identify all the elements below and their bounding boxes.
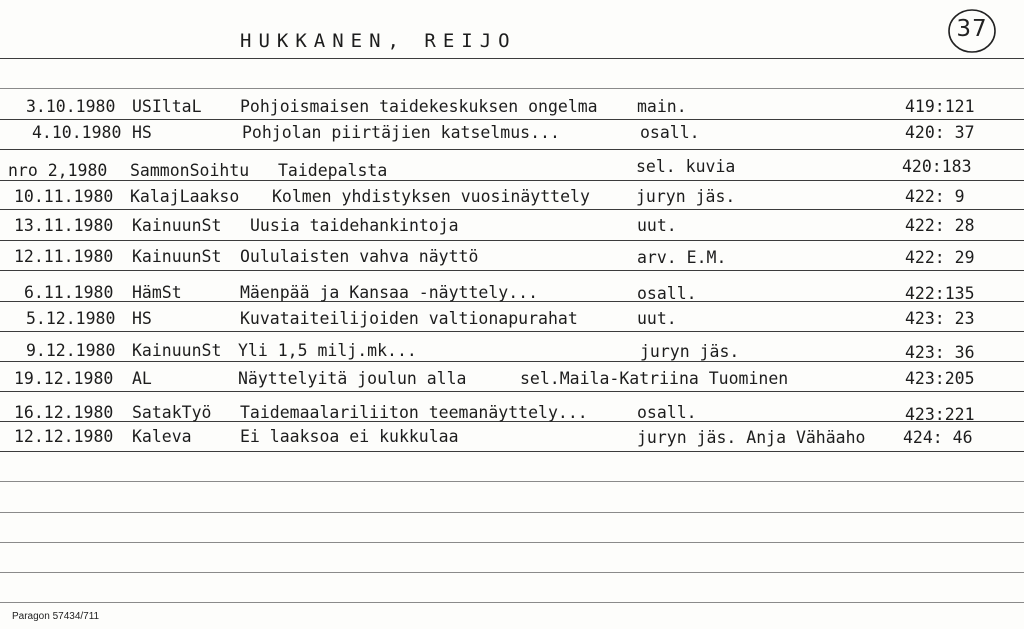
entry-date: 5.12.1980 — [26, 309, 116, 328]
entry-ref: 419:121 — [905, 97, 975, 116]
entry-date: 10.11.1980 — [14, 187, 114, 206]
rule-line — [0, 361, 1024, 362]
entry-ref: 422: 28 — [905, 216, 975, 235]
entry-date: 3.10.1980 — [26, 97, 116, 116]
entry-date: 9.12.1980 — [26, 341, 116, 360]
rule-line — [0, 88, 1024, 89]
entry-type: sel.Maila-Katriina Tuominen — [520, 369, 789, 388]
rule-line — [0, 209, 1024, 210]
entry-ref: 422: 29 — [905, 248, 975, 267]
entry-ref: 423:205 — [905, 369, 975, 388]
person-name: HUKKANEN, REIJO — [240, 30, 517, 52]
rule-line — [0, 119, 1024, 120]
entry-date: 4.10.1980 — [32, 123, 122, 142]
entry-date: nro 2,1980 — [8, 161, 108, 180]
entry-source: SatakTyö — [132, 403, 212, 422]
entry-type: arv. E.M. — [637, 248, 727, 267]
entry-type: uut. — [637, 309, 677, 328]
entry-title: Taidepalsta — [278, 161, 388, 180]
rule-line — [0, 331, 1024, 332]
entry-title: Ei laaksoa ei kukkulaa — [240, 427, 459, 446]
entry-date: 13.11.1980 — [14, 216, 114, 235]
entry-type: juryn jäs. — [636, 187, 736, 206]
entry-type: uut. — [637, 216, 677, 235]
entry-type: osall. — [637, 284, 697, 303]
entry-date: 6.11.1980 — [24, 283, 114, 302]
rule-line — [0, 149, 1024, 150]
entry-ref: 423:221 — [905, 405, 975, 424]
rule-line — [0, 270, 1024, 271]
entry-source: HämSt — [132, 283, 182, 302]
entry-ref: 420: 37 — [905, 123, 975, 142]
entry-ref: 420:183 — [902, 157, 972, 176]
entry-title: Pohjolan piirtäjien katselmus... — [242, 123, 560, 142]
entry-title: Kolmen yhdistyksen vuosinäyttely — [272, 187, 590, 206]
rule-line — [0, 481, 1024, 482]
entry-title: Pohjoismaisen taidekeskuksen ongelma — [240, 97, 598, 116]
entry-source: KainuunSt — [132, 247, 222, 266]
entry-source: HS — [132, 309, 152, 328]
rule-line — [0, 542, 1024, 543]
rule-line — [0, 451, 1024, 452]
entry-date: 12.12.1980 — [14, 427, 114, 446]
entry-ref: 422: 9 — [905, 187, 965, 206]
entry-type: juryn jäs. — [640, 342, 740, 361]
entry-title: Uusia taidehankintoja — [250, 216, 459, 235]
entry-source: KainuunSt — [132, 341, 222, 360]
entry-source: AL — [132, 369, 152, 388]
rule-line — [0, 512, 1024, 513]
rule-line — [0, 391, 1024, 392]
entry-ref: 424: 46 — [903, 428, 973, 447]
entry-date: 19.12.1980 — [14, 369, 114, 388]
entry-type: sel. kuvia — [636, 157, 736, 176]
rule-line — [0, 572, 1024, 573]
rule-line — [0, 58, 1024, 59]
entry-title: Taidemaalariliiton teemanäyttely... — [240, 403, 588, 422]
rule-line — [0, 240, 1024, 241]
entry-source: SammonSoihtu — [130, 161, 250, 180]
entry-ref: 423: 36 — [905, 343, 975, 362]
entry-title: Näyttelyitä joulun alla — [238, 369, 467, 388]
entry-source: HS — [132, 123, 152, 142]
entry-title: Yli 1,5 milj.mk... — [238, 341, 417, 360]
entry-source: KalajLaakso — [130, 187, 240, 206]
entry-title: Kuvataiteilijoiden valtionapurahat — [240, 309, 578, 328]
entry-type: juryn jäs. Anja Vähäaho — [637, 428, 866, 447]
entry-type: osall. — [637, 403, 697, 422]
entry-ref: 422:135 — [905, 284, 975, 303]
entry-type: osall. — [640, 123, 700, 142]
entry-title: Mäenpää ja Kansaa -näyttely... — [240, 283, 539, 302]
rule-line — [0, 602, 1024, 603]
entry-ref: 423: 23 — [905, 309, 975, 328]
entry-date: 16.12.1980 — [14, 403, 114, 422]
entry-source: USIltaL — [132, 97, 202, 116]
entry-date: 12.11.1980 — [14, 247, 114, 266]
card-number: 37 — [956, 16, 988, 42]
entry-title: Oululaisten vahva näyttö — [240, 247, 479, 266]
entry-type: main. — [637, 97, 687, 116]
printer-imprint: Paragon 57434/711 — [12, 611, 100, 622]
entry-source: Kaleva — [132, 427, 192, 446]
entry-source: KainuunSt — [132, 216, 222, 235]
